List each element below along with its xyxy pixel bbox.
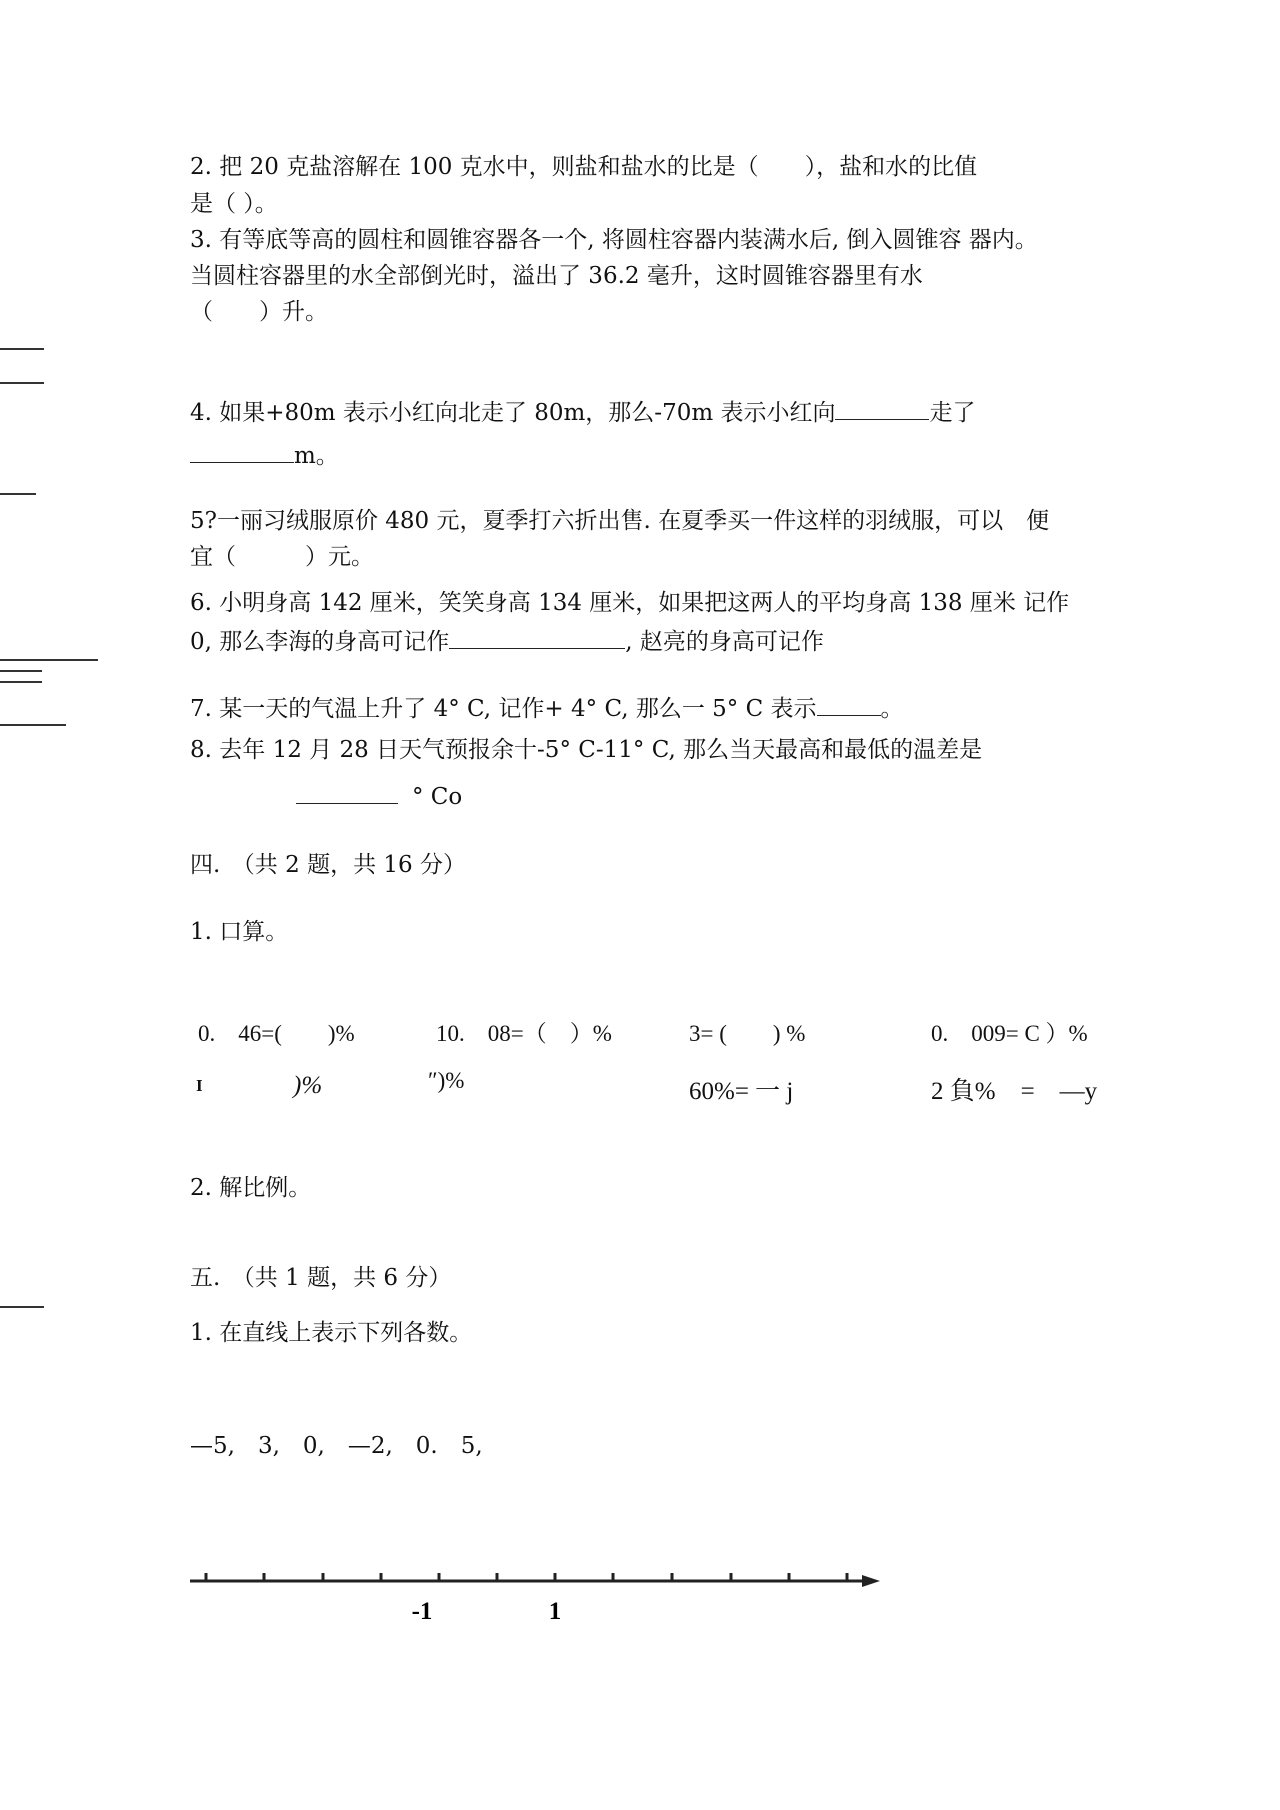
margin-mark <box>0 493 36 495</box>
question-8-line-2 <box>296 781 462 811</box>
oral-calc-1-2: 10. 08=（ ）% <box>436 1021 612 1046</box>
question-4-line-2 <box>190 440 339 470</box>
oral-calc-2-3: 60%= 一 j <box>689 1078 794 1105</box>
question-6-line-2 <box>190 626 824 656</box>
section-5-question-1-label: 1. 在直线上表示下列各数。 <box>190 1320 473 1346</box>
margin-mark <box>0 348 44 350</box>
question-6-text-a: 0, 那么李海的身高可记作 <box>190 628 450 655</box>
question-7 <box>190 693 904 723</box>
question-4-text-a: 4. 如果+80m 表示小红向北走了 80m，那么-70m 表示小红向 <box>190 399 836 426</box>
question-5-line-1: 5?一丽习绒服原价 480 元，夏季打六折出售. 在夏季买一件这样的羽绒服，可以 便 <box>190 508 1050 534</box>
question-4-line-1 <box>190 397 975 427</box>
answer-blank-temperature[interactable] <box>817 693 881 716</box>
oral-calc-1-4: 0. 009= C ）% <box>931 1021 1088 1046</box>
number-line-arrow <box>862 1575 880 1587</box>
question-5-line-2: 宜（ ）元。 <box>190 544 374 570</box>
margin-mark <box>0 1306 44 1308</box>
question-6-line-1: 6. 小明身高 142 厘米，笑笑身高 134 厘米，如果把这两人的平均身高 138 厘米 记作 <box>190 590 1070 616</box>
oral-calc-2-4: 2 負% = —y <box>931 1078 1098 1105</box>
question-4-text-c: m。 <box>294 442 339 469</box>
question-3-line-1: 3. 有等底等高的圆柱和圆锥容器各一个, 将圆柱容器内装满水后, 倒入圆锥容 器内。 <box>190 227 1038 253</box>
question-3-line-3: （ ）升。 <box>190 299 328 325</box>
numbers-to-plot: —5, 3, 0, —2, 0. 5, <box>190 1433 483 1459</box>
margin-mark <box>0 382 44 384</box>
question-6-text-b: , 赵亮的身高可记作 <box>625 628 824 655</box>
section-4-title: 四. （共 2 题，共 16 分） <box>190 852 466 878</box>
question-7-text-a: 7. 某一天的气温上升了 4° C, 记作+ 4° C, 那么一 5° C 表示 <box>190 695 817 722</box>
section-4-question-1-label: 1. 口算。 <box>190 919 289 945</box>
section-4-question-2-label: 2. 解比例。 <box>190 1175 312 1201</box>
answer-blank-distance[interactable] <box>190 440 294 463</box>
oral-calc-2-2: ″)% <box>428 1068 465 1093</box>
question-7-text-b: 。 <box>880 695 904 722</box>
margin-mark <box>0 681 42 683</box>
oral-calc-1-1: 0. 46=( )% <box>198 1021 355 1046</box>
number-line-label-1: 1 <box>548 1598 562 1625</box>
margin-mark <box>0 659 98 661</box>
question-2-line-1: 2. 把 20 克盐溶解在 100 克水中，则盐和盐水的比是（ ），盐和水的比值 <box>190 154 978 180</box>
question-2-line-2: 是（ ）。 <box>190 191 278 217</box>
margin-mark <box>0 670 42 672</box>
oral-calc-2-1a: I <box>196 1076 203 1095</box>
answer-blank-direction[interactable] <box>835 397 929 420</box>
margin-mark <box>0 724 66 726</box>
number-line-label-minus-1: -1 <box>411 1598 433 1625</box>
oral-calc-1-3: 3= ( ) % <box>689 1021 806 1046</box>
section-5-title: 五. （共 1 题，共 6 分） <box>190 1265 452 1291</box>
question-8-line-1: 8. 去年 12 月 28 日天气预报余十-5° C-11° C, 那么当天最高和最低的温差是 <box>190 737 983 763</box>
answer-blank-lihai[interactable] <box>449 626 625 649</box>
question-3-line-2: 当圆柱容器里的水全部倒光时，溢出了 36.2 毫升，这时圆锥容器里有水 <box>190 263 923 289</box>
oral-calc-2-1b: )% <box>293 1072 323 1099</box>
number-line <box>0 1540 1280 1660</box>
question-8-unit: ° Co <box>412 783 463 810</box>
answer-blank-temp-diff[interactable] <box>296 781 398 804</box>
question-4-text-b: 走了 <box>929 399 976 426</box>
